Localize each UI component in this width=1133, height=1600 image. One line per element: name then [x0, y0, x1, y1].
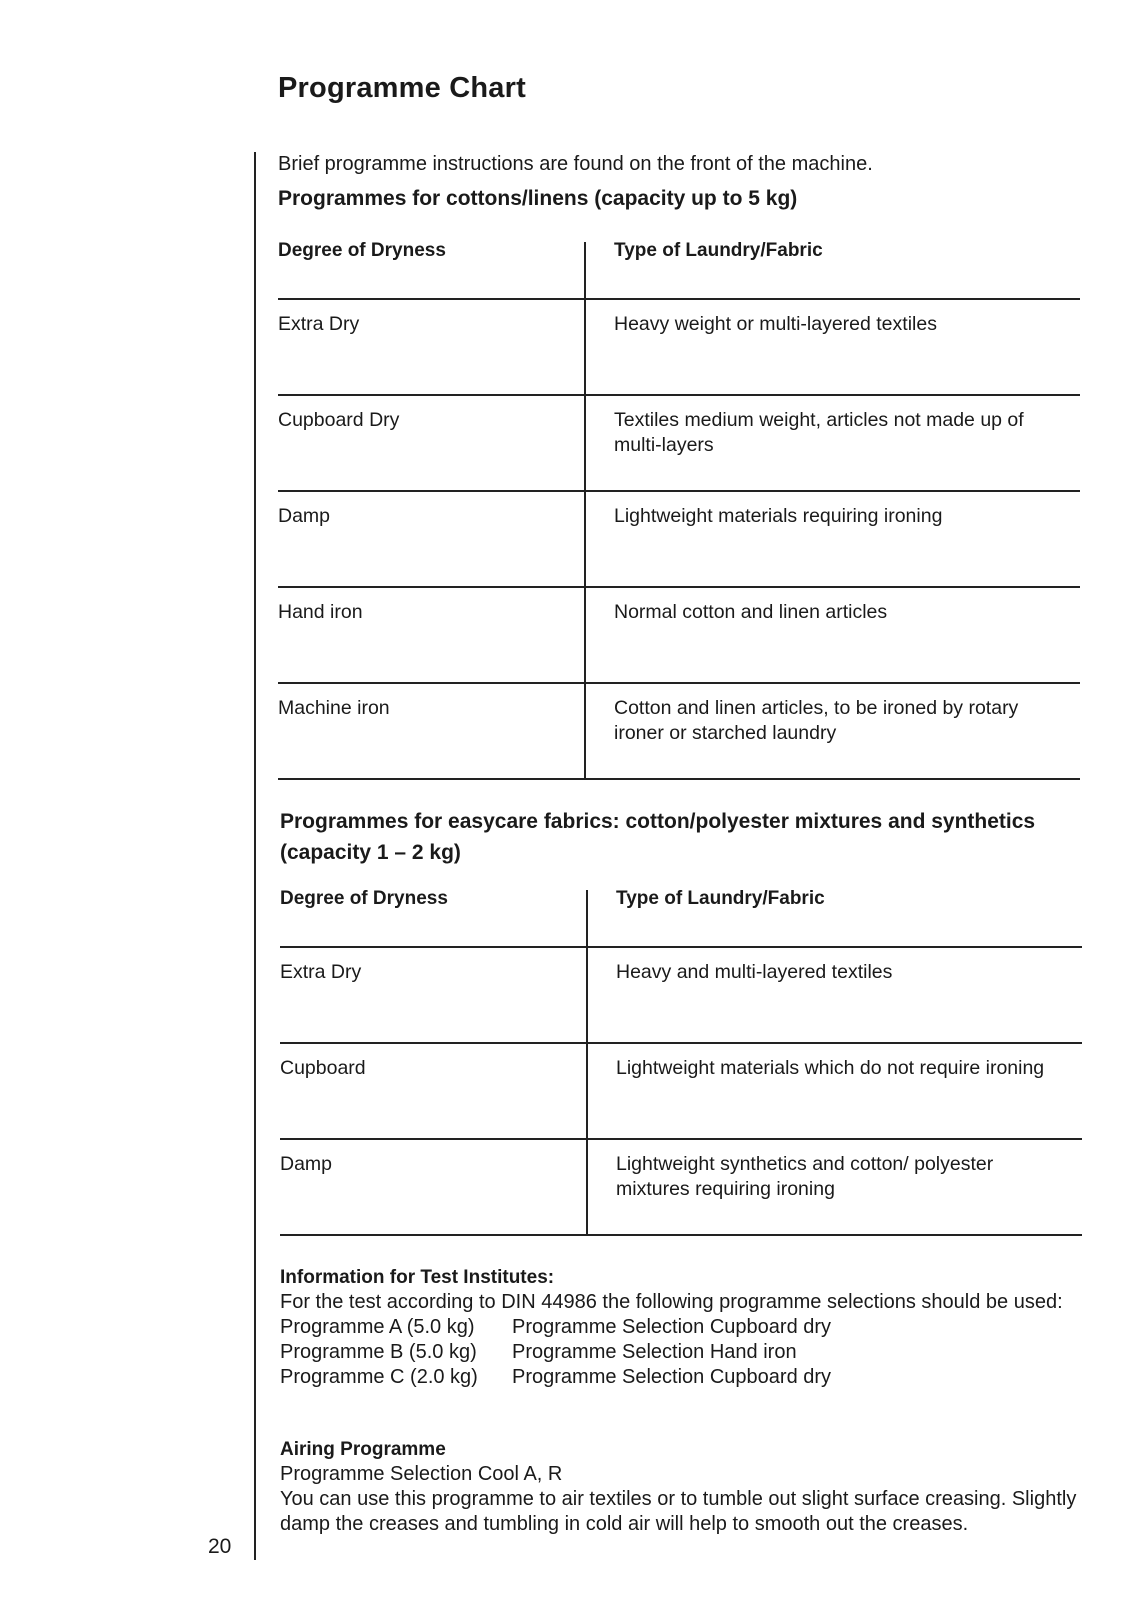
test-info-heading: Information for Test Institutes:: [280, 1267, 555, 1288]
column-divider: [586, 1140, 588, 1234]
airing-section: [280, 1437, 1080, 1537]
cell-fabric: Textiles medium weight, articles not made up of multi-layers: [614, 409, 1024, 456]
cell-dryness: Damp: [278, 505, 331, 527]
column-divider: [584, 396, 586, 490]
page-title: Programme Chart: [278, 72, 526, 104]
cotton-heading: Programmes for cottons/linens (capacity up to 5 kg): [278, 187, 798, 210]
cell-fabric: Lightweight materials which do not require ironing: [616, 1057, 1045, 1079]
programme-selection: Programme Selection Cupboard dry: [512, 1366, 832, 1388]
airing-text: You can use this programme to air textiles or to tumble out slight surface creasing. Slightly damp the creases and tumbling in cold air will help to smooth out the creases.: [280, 1488, 1077, 1535]
cell-dryness: Cupboard: [280, 1057, 366, 1079]
cell-dryness: Extra Dry: [278, 313, 360, 335]
column-divider: [586, 948, 588, 1042]
list-item: [280, 1315, 1080, 1340]
cell-fabric: Lightweight materials requiring ironing: [614, 505, 943, 527]
column-header-fabric: Type of Laundry/Fabric: [614, 240, 823, 261]
programme-label: Programme A (5.0 kg): [280, 1316, 475, 1338]
table-header: [278, 232, 1080, 300]
column-divider: [584, 300, 586, 394]
cell-dryness: Extra Dry: [280, 961, 362, 983]
margin-rule: [254, 152, 256, 1560]
programme-label: Programme B (5.0 kg): [280, 1341, 477, 1363]
table-row: [280, 1044, 1082, 1140]
column-divider: [586, 1044, 588, 1138]
column-header-dryness: Degree of Dryness: [280, 888, 448, 909]
cell-dryness: Damp: [280, 1153, 333, 1175]
intro-text: Brief programme instructions are found on the front of the machine.: [278, 153, 873, 175]
airing-selection: Programme Selection Cool A, R: [280, 1463, 563, 1485]
column-divider: [584, 588, 586, 682]
test-info-section: [280, 1265, 1080, 1390]
cell-dryness: Machine iron: [278, 697, 390, 719]
test-info-text: For the test according to DIN 44986 the following programme selections should be used:: [280, 1291, 1063, 1313]
easycare-heading: Programmes for easycare fabrics: cotton/polyester mixtures and synthetics (capacity 1 – 2 kg): [280, 810, 1036, 864]
list-item: [280, 1365, 1080, 1390]
column-divider: [584, 242, 586, 298]
table-row: [278, 684, 1080, 780]
programme-selection: Programme Selection Hand iron: [512, 1341, 797, 1363]
column-header-fabric: Type of Laundry/Fabric: [616, 888, 825, 909]
cell-fabric: Lightweight synthetics and cotton/ polyester mixtures requiring ironing: [616, 1153, 994, 1200]
cell-dryness: Cupboard Dry: [278, 409, 400, 431]
cell-dryness: Hand iron: [278, 601, 363, 623]
column-header-dryness: Degree of Dryness: [278, 240, 446, 261]
column-divider: [586, 890, 588, 946]
airing-heading: Airing Programme: [280, 1439, 446, 1460]
cell-fabric: Heavy and multi-layered textiles: [616, 961, 893, 983]
cell-fabric: Cotton and linen articles, to be ironed by rotary ironer or starched laundry: [614, 697, 1019, 744]
table-row: [278, 588, 1080, 684]
column-divider: [584, 684, 586, 778]
page-number: 20: [208, 1535, 232, 1558]
cotton-table: [278, 232, 1080, 780]
cell-fabric: Normal cotton and linen articles: [614, 601, 888, 623]
cell-fabric: Heavy weight or multi-layered textiles: [614, 313, 937, 335]
table-row: [278, 300, 1080, 396]
list-item: [280, 1340, 1080, 1365]
easycare-table: [280, 880, 1082, 1236]
table-row: [278, 492, 1080, 588]
programme-selection: Programme Selection Cupboard dry: [512, 1316, 832, 1338]
programme-label: Programme C (2.0 kg): [280, 1366, 478, 1388]
table-row: [280, 948, 1082, 1044]
table-header: [280, 880, 1082, 948]
table-row: [278, 396, 1080, 492]
table-row: [280, 1140, 1082, 1236]
column-divider: [584, 492, 586, 586]
